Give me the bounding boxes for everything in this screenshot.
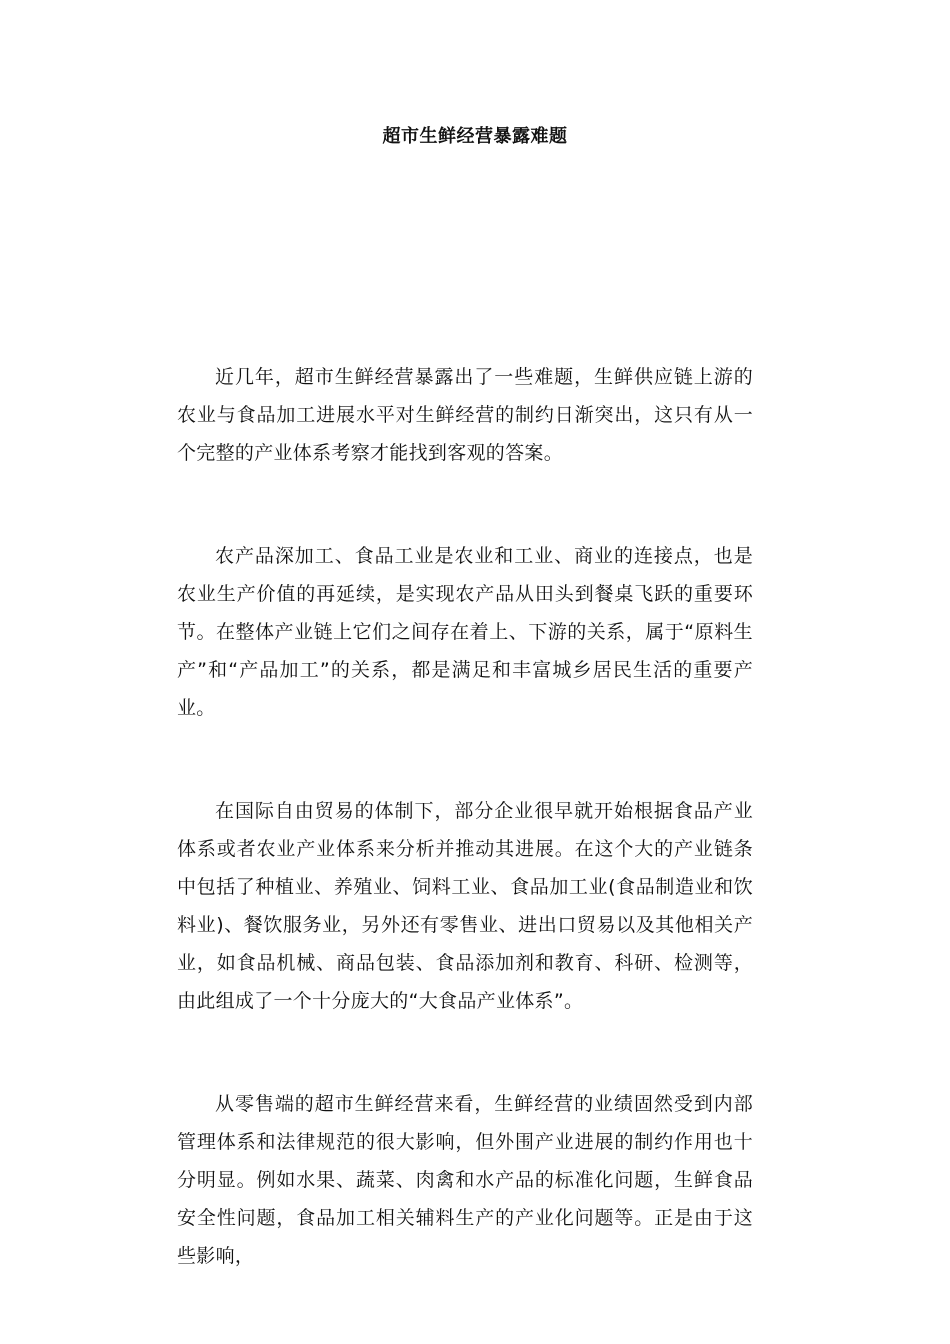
document-title: 超市生鲜经营暴露难题 — [382, 126, 568, 147]
paragraph-2: 农产品深加工、食品工业是农业和工业、商业的连接点，也是农业生产价值的再延续，是实现农产品从田头到餐桌飞跃的重要环节。在整体产业链上它们之间存在着上、下游的关系，属于“原料生产”和“产品加工”的关系，都是满足和丰富城乡居民生活的重要产业。 — [177, 545, 753, 719]
document-body — [177, 358, 753, 1340]
paragraph-3: 在国际自由贸易的体制下，部分企业很早就开始根据食品产业体系或者农业产业体系来分析并推动其进展。在这个大的产业链条中包括了种植业、养殖业、饲料工业、食品加工业(食品制造业和饮料业)、餐饮服务业，另外还有零售业、进出口贸易以及其他相关产业，如食品机械、商品包装、食品添加剂和教育、科研、检测等，由此组成了一个十分庞大的“大食品产业体系”。 — [177, 800, 753, 1012]
paragraph-4: 从零售端的超市生鲜经营来看，生鲜经营的业绩固然受到内部管理体系和法律规范的很大影响，但外围产业进展的制约作用也十分明显。例如水果、蔬菜、肉禽和水产品的标准化问题，生鲜食品安全性问题，食品加工相关辅料生产的产业化问题等。正是由于这些影响， — [177, 1093, 753, 1267]
paragraph-1: 近几年，超市生鲜经营暴露出了一些难题，生鲜供应链上游的农业与食品加工进展水平对生鲜经营的制约日渐突出，这只有从一个完整的产业体系考察才能找到客观的答案。 — [177, 366, 753, 464]
